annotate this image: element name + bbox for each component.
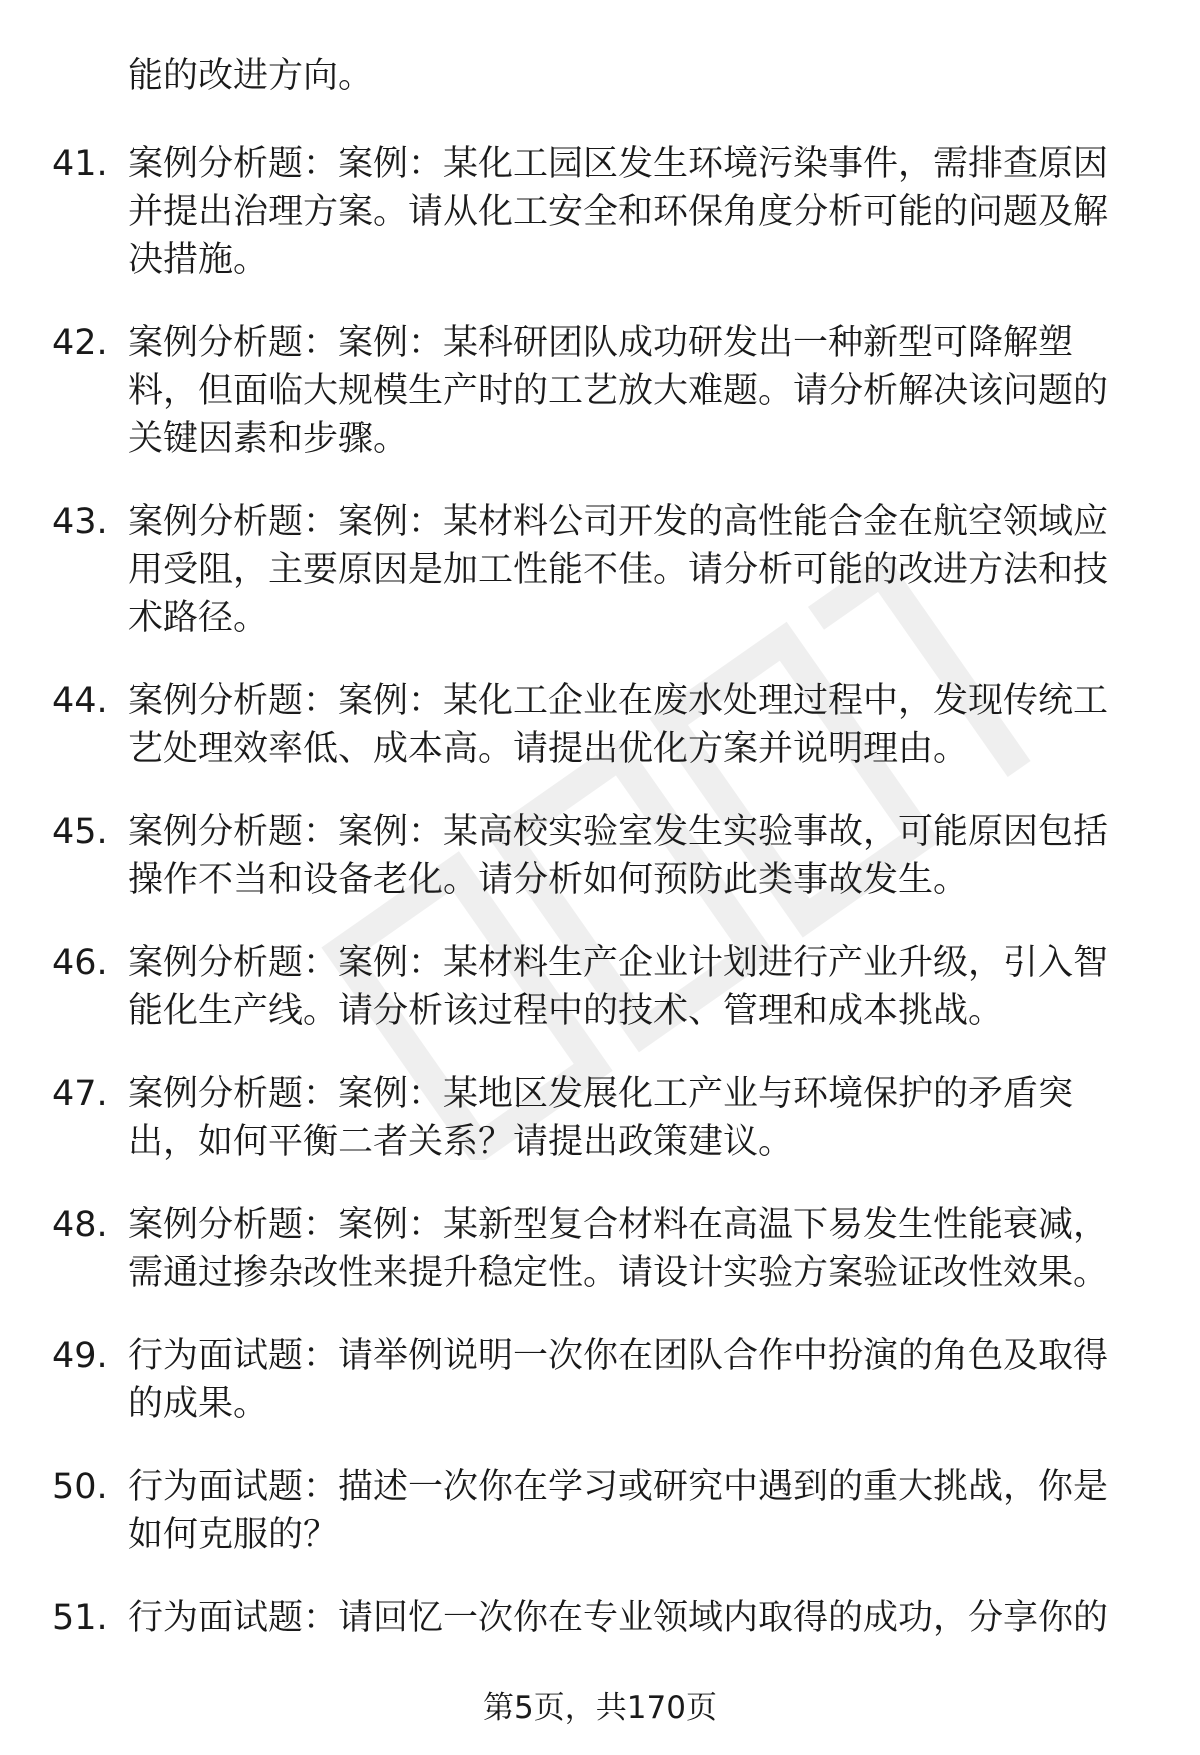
question-item xyxy=(0,140,1200,284)
question-number: 42. xyxy=(52,323,108,363)
question-text: 案例分析题：案例：某地区发展化工产业与环境保护的矛盾突出，如何平衡二者关系？请提出政策建议。 xyxy=(128,1074,1074,1162)
question-number: 50. xyxy=(52,1467,108,1507)
question-number: 43. xyxy=(52,502,108,542)
question-item xyxy=(0,1070,1200,1166)
question-text: 行为面试题：请举例说明一次你在团队合作中扮演的角色及取得的成果。 xyxy=(128,1336,1109,1424)
question-number: 46. xyxy=(52,943,108,983)
continuation-text: 能的改进方向。 xyxy=(128,56,374,96)
question-item xyxy=(0,498,1200,642)
question-item xyxy=(0,1463,1200,1559)
question-number: 49. xyxy=(52,1336,108,1376)
question-text: 案例分析题：案例：某科研团队成功研发出一种新型可降解塑料，但面临大规模生产时的工艺放大难题。请分析解决该问题的关键因素和步骤。 xyxy=(128,323,1109,459)
question-number: 48. xyxy=(52,1205,108,1245)
question-item xyxy=(0,1332,1200,1428)
question-text: 行为面试题：描述一次你在学习或研究中遇到的重大挑战，你是如何克服的？ xyxy=(128,1467,1109,1555)
question-item xyxy=(0,677,1200,773)
question-number: 51. xyxy=(52,1598,108,1638)
question-text: 案例分析题：案例：某新型复合材料在高温下易发生性能衰减，需通过掺杂改性来提升稳定性。请设计实验方案验证改性效果。 xyxy=(128,1205,1109,1293)
question-item xyxy=(0,939,1200,1035)
question-list xyxy=(0,140,1200,1677)
question-text: 案例分析题：案例：某高校实验室发生实验事故，可能原因包括操作不当和设备老化。请分析如何预防此类事故发生。 xyxy=(128,812,1109,900)
question-text: 案例分析题：案例：某化工企业在废水处理过程中，发现传统工艺处理效率低、成本高。请提出优化方案并说明理由。 xyxy=(128,681,1109,769)
question-item xyxy=(0,1594,1200,1642)
question-item xyxy=(0,808,1200,904)
question-text: 案例分析题：案例：某化工园区发生环境污染事件，需排查原因并提出治理方案。请从化工安全和环保角度分析可能的问题及解决措施。 xyxy=(128,144,1109,280)
question-item xyxy=(0,319,1200,463)
question-number: 47. xyxy=(52,1074,108,1114)
question-number: 45. xyxy=(52,812,108,852)
question-text: 案例分析题：案例：某材料公司开发的高性能合金在航空领域应用受阻，主要原因是加工性能不佳。请分析可能的改进方法和技术路径。 xyxy=(128,502,1109,638)
page-footer: 第5页，共170页 xyxy=(483,1690,717,1726)
question-number: 41. xyxy=(52,144,108,184)
question-text: 行为面试题：请回忆一次你在专业领域内取得的成功，分享你的 xyxy=(128,1598,1109,1638)
question-item xyxy=(0,1201,1200,1297)
question-text: 案例分析题：案例：某材料生产企业计划进行产业升级，引入智能化生产线。请分析该过程中的技术、管理和成本挑战。 xyxy=(128,943,1109,1031)
question-number: 44. xyxy=(52,681,108,721)
